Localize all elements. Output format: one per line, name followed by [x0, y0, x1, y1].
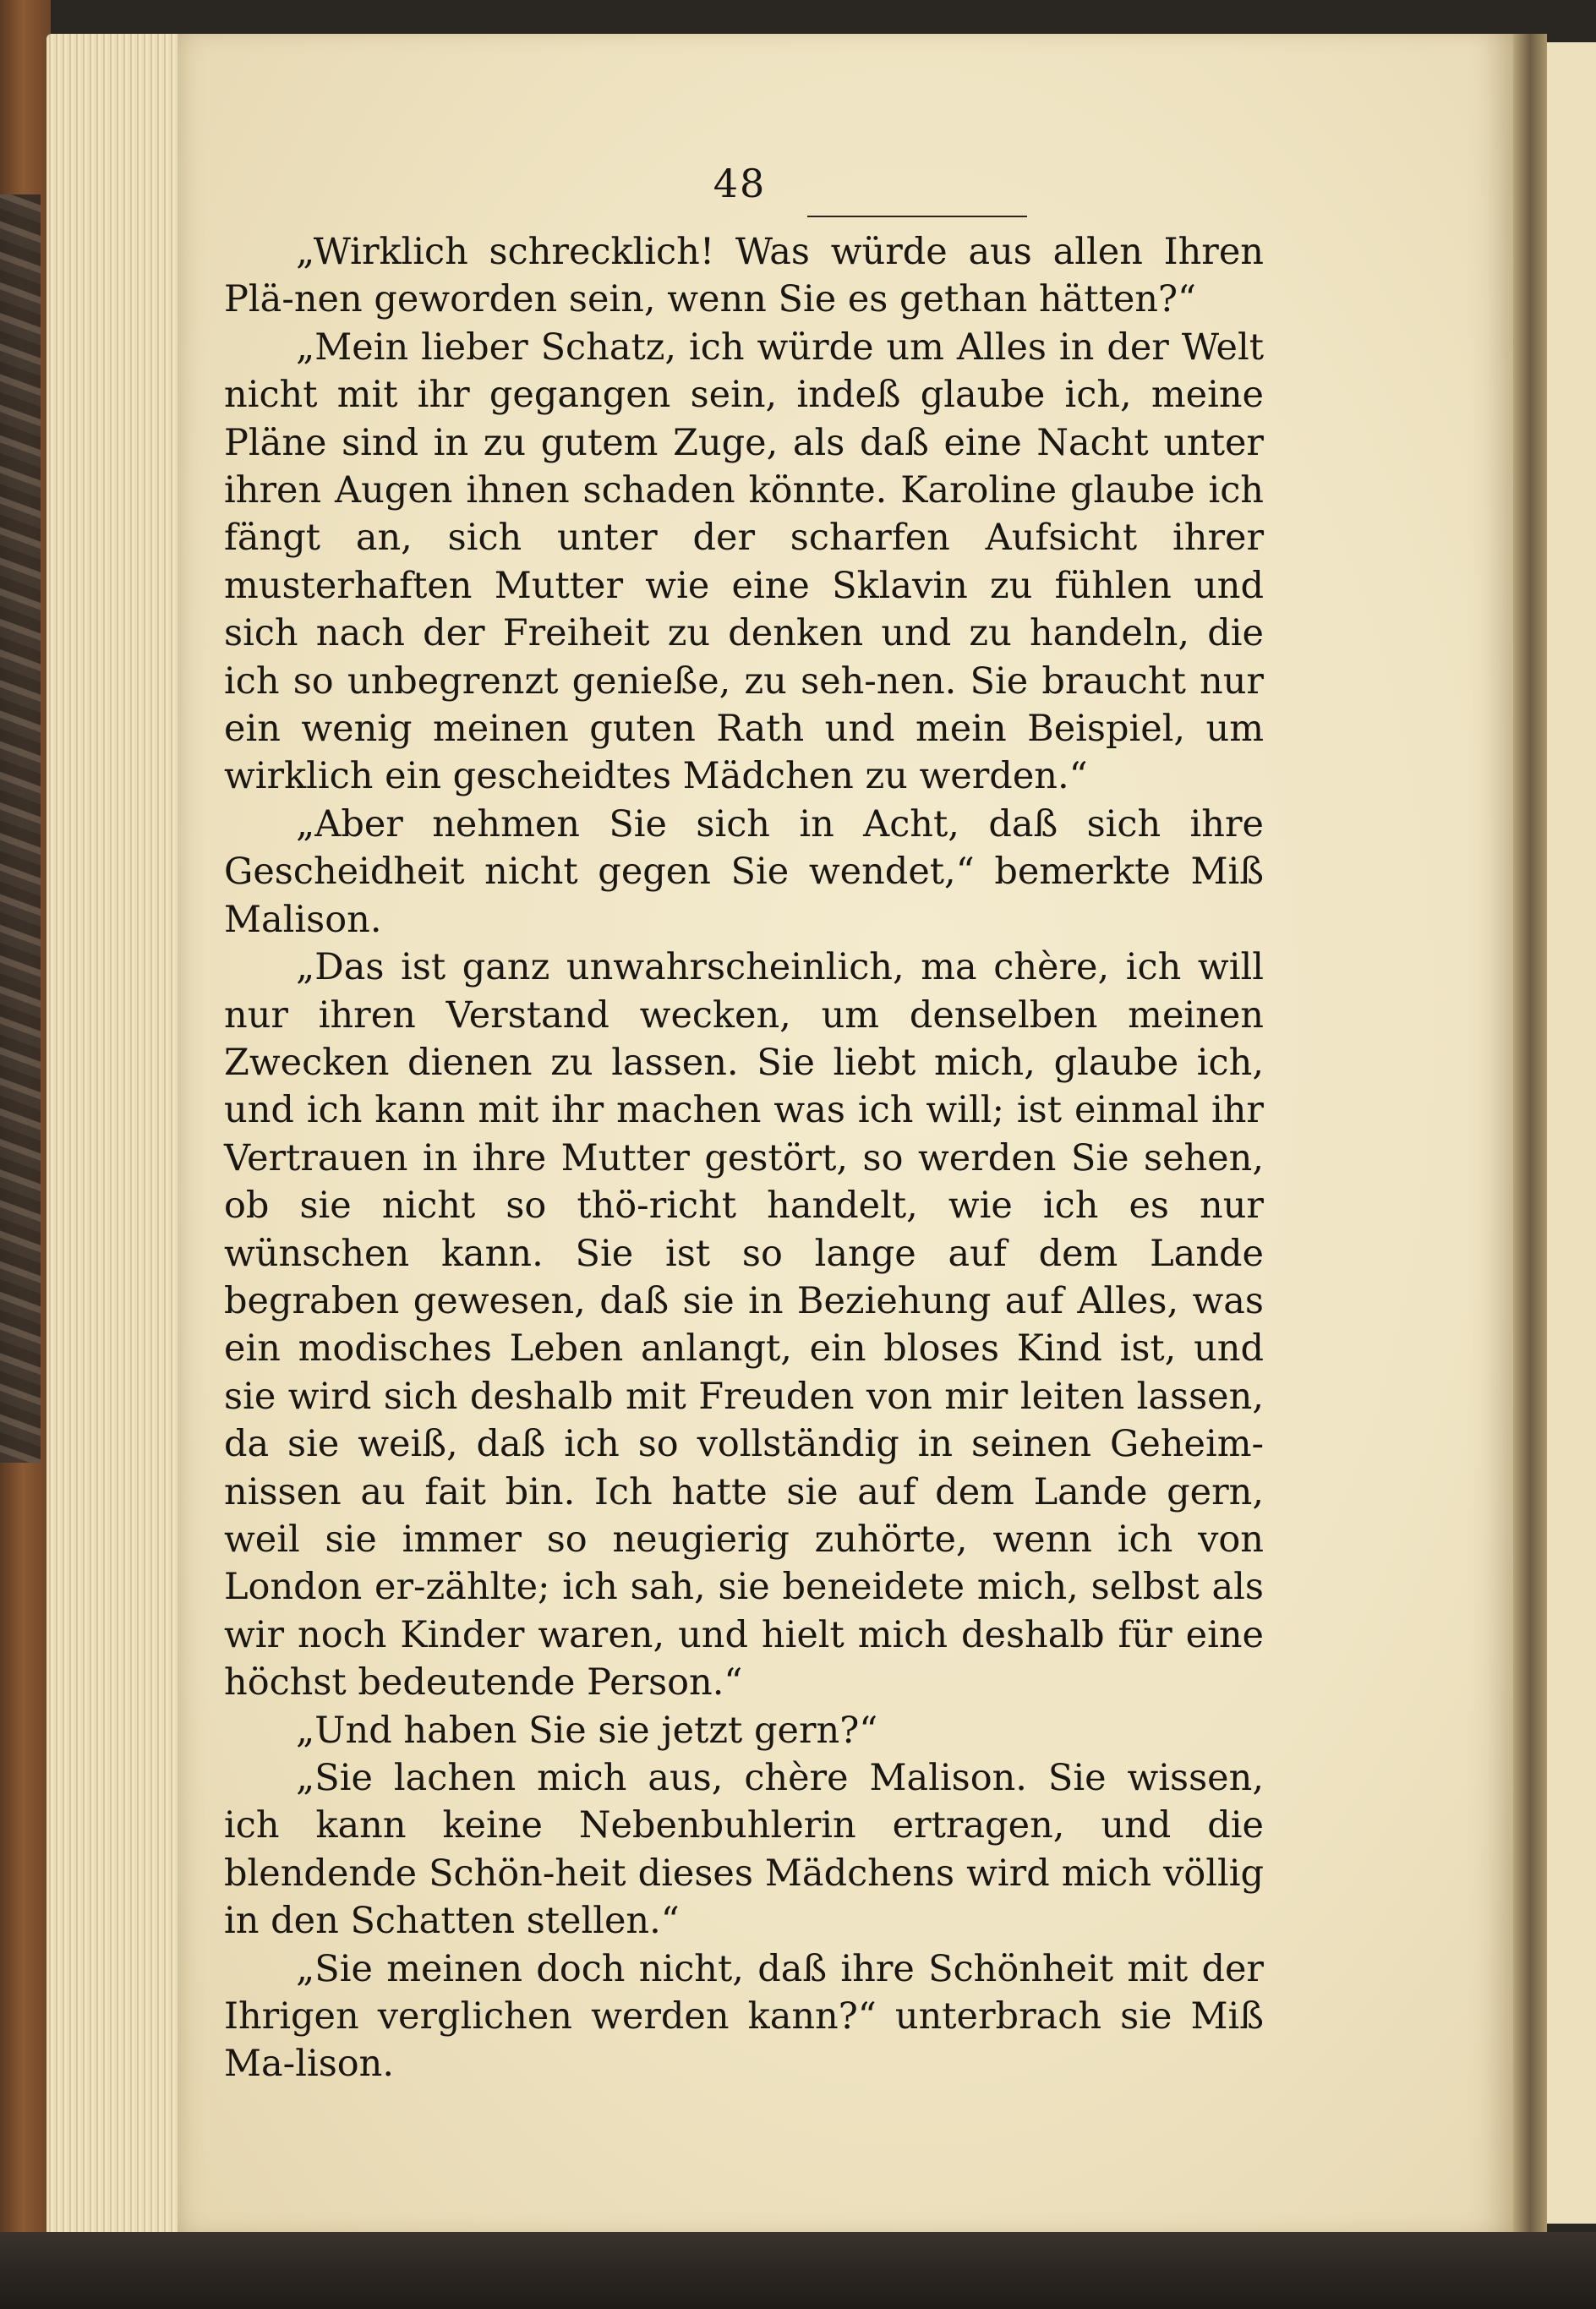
header-rule — [807, 216, 1027, 217]
paragraph: „Und haben Sie sie jetzt gern?“ — [296, 1709, 878, 1752]
paragraph: „Sie meinen doch nicht, daß ihre Schönheit mit der Ihrigen verglichen werden kann?“ unterbrach sie Miß Ma-lison. — [224, 1947, 1264, 2086]
paragraph: „Das ist ganz unwahrscheinlich, ma chère, ich will nur ihren Verstand wecken, um denselben meinen Zwecken dienen zu lassen. Sie liebt mich, glaube ich, und ich kann mit ihr machen was ich will; ist einmal ihr Vertrauen in ihre Mutter gestört, so werden Sie sehen, ob sie nicht so thö-richt handelt, wie ich es nur wünschen kann. Sie ist so lange auf dem Lande begraben gewesen, daß sie in Beziehung auf Alles, was ein modisches Leben anlangt, ein bloses Kind ist, und sie wird sich deshalb mit Freuden von mir leiten lassen, da sie weiß, daß ich so vollständig in seinen Geheim-nissen au fait bin. Ich hatte sie auf dem Lande gern, weil sie immer so neugierig zuhörte, wenn ich von London er-zählte; ich sah, sie beneidete mich, selbst als wir noch Kinder waren, und hielt mich deshalb für eine höchst bedeutende Person.“ — [224, 946, 1264, 1704]
page-number: 48 — [713, 161, 767, 206]
book-cover-bottom — [0, 2232, 1596, 2309]
body-text — [224, 228, 1264, 2088]
marbled-cover-pattern — [0, 194, 41, 1463]
facing-page-edge — [1547, 42, 1596, 2224]
book-cover-left — [0, 0, 51, 2309]
paragraph: „Mein lieber Schatz, ich würde um Alles in der Welt nicht mit ihr gegangen sein, indeß glaube ich, meine Pläne sind in zu gutem Zuge, als daß eine Nacht unter ihren Augen ihnen schaden könnte. Karoline glaube ich fängt an, sich unter der scharfen Aufsicht ihrer musterhaften Mutter wie eine Sklavin zu fühlen und sich nach der Freiheit zu denken und zu handeln, die ich so unbegrenzt genieße, zu seh-nen. Sie braucht nur ein wenig meinen guten Rath und mein Beispiel, um wirklich ein gescheidtes Mädchen zu werden.“ — [224, 326, 1264, 798]
page-edges — [46, 34, 182, 2241]
paragraph: „Aber nehmen Sie sich in Acht, daß sich ihre Gescheidheit nicht gegen Sie wendet,“ bemerkte Miß Malison. — [224, 802, 1264, 941]
paragraph: „Sie lachen mich aus, chère Malison. Sie wissen, ich kann keine Nebenbuhlerin ertragen, und die blendende Schön-heit dieses Mädchens wird mich völlig in den Schatten stellen.“ — [224, 1757, 1264, 1943]
paragraph: „Wirklich schrecklich! Was würde aus allen Ihren Plä-nen geworden sein, wenn Sie es gethan hätten?“ — [224, 231, 1264, 321]
book-gutter — [1513, 34, 1547, 2232]
